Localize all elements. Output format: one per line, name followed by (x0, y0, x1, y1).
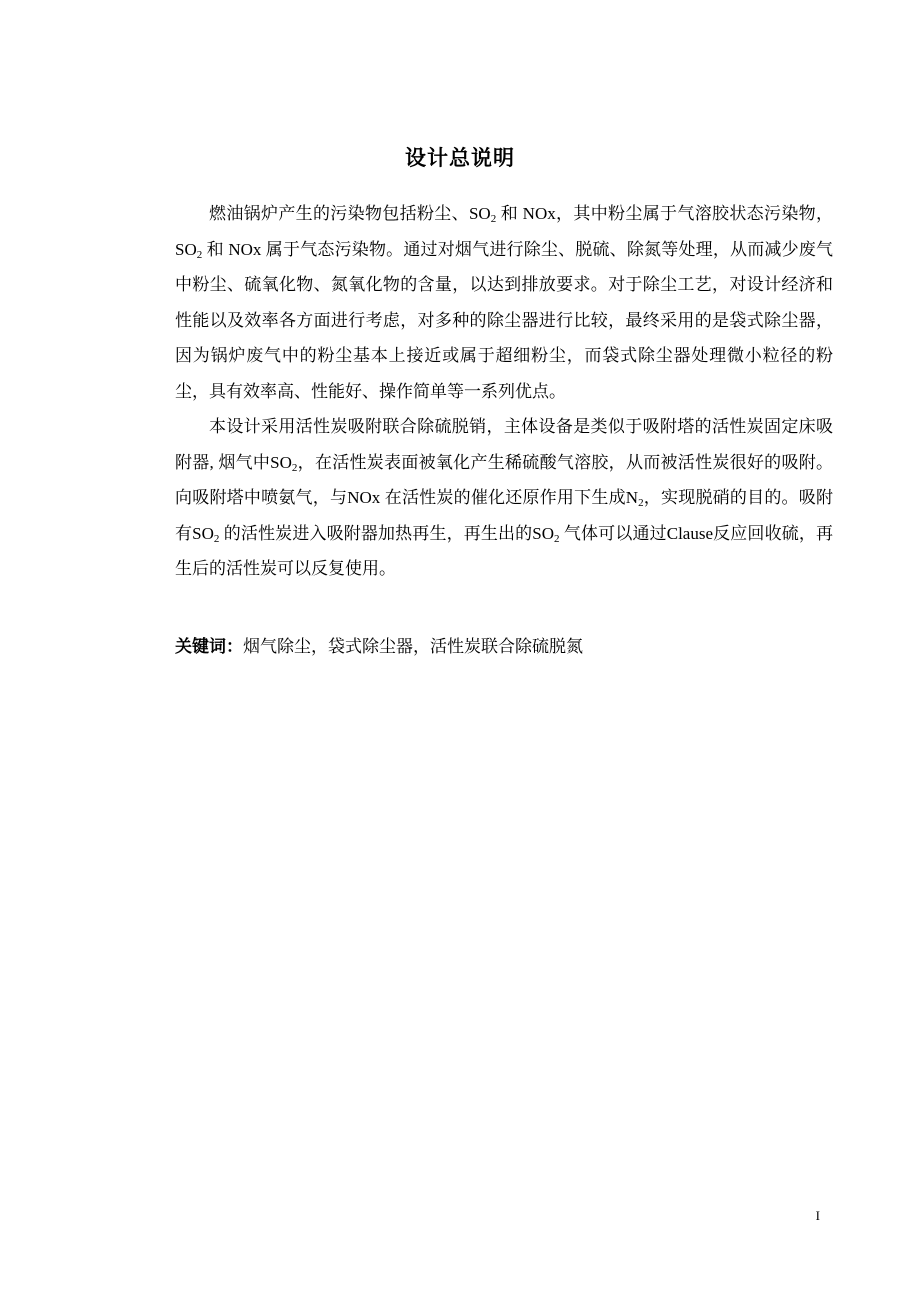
paragraph-1 (175, 196, 833, 409)
p2-text-5: 气体可以通过Clause反应回收硫，再生后的活性炭可以反复使用。 (175, 523, 833, 578)
keywords-label: 关键词： (175, 637, 243, 657)
page-number: I (815, 1208, 820, 1223)
body-text (175, 196, 833, 587)
p2-text-1: 本设计采用活性炭吸附联合除硫脱销，主体设备是类似于吸附塔的活性炭固定床吸附器, 烟气中SO (175, 417, 833, 472)
p2-subscript-4: 2 (554, 532, 560, 545)
p1-text-1: 燃油锅炉产生的污染物包括粉尘、SO (209, 204, 491, 223)
keywords-value: 烟气除尘，袋式除尘器，活性炭联合除硫脱氮 (243, 637, 583, 656)
p1-subscript-1: 2 (490, 213, 497, 225)
p2-subscript-3: 2 (213, 532, 220, 545)
paragraph-2 (175, 409, 833, 587)
page-title: 设计总说明 (405, 146, 515, 170)
p2-text-3: ，实现脱硝的目的。吸附有SO (175, 488, 833, 543)
keywords-line (175, 631, 833, 663)
p2-text-2: ，在活性炭表面被氧化产生稀硫酸气溶胶，从而被活性炭很好的吸附。向吸附塔中喷氨气，与NOx 在活性炭的催化还原作用下生成N (175, 452, 834, 507)
p1-text-3: 和 NOx 属于气态污染物。通过对烟气进行除尘、脱硫、除氮等处理，从而减少废气中粉尘、硫氧化物、氮氧化物的含量，以达到排放要求。对于除尘工艺，对设计经济和性能以及效率各方面进行考虑，对多种的除尘器进行比较，最终采用的是袋式除尘器，因为锅炉废气中的粉尘基本上接近或属于超细粉尘，而袋式除尘器处理微小粒径的粉尘，具有效率高、性能好、操作简单等一系列优点。 (175, 239, 833, 401)
p2-text-4: 的活性炭进入吸附器加热再生，再生出的SO (219, 523, 555, 543)
p1-subscript-2: 2 (196, 248, 203, 261)
p2-subscript-1: 2 (291, 461, 298, 474)
p2-subscript-2: 2 (638, 497, 644, 509)
p1-text-2: 和 NOx，其中粉尘属于气溶胶状态污染物，SO (175, 204, 834, 259)
